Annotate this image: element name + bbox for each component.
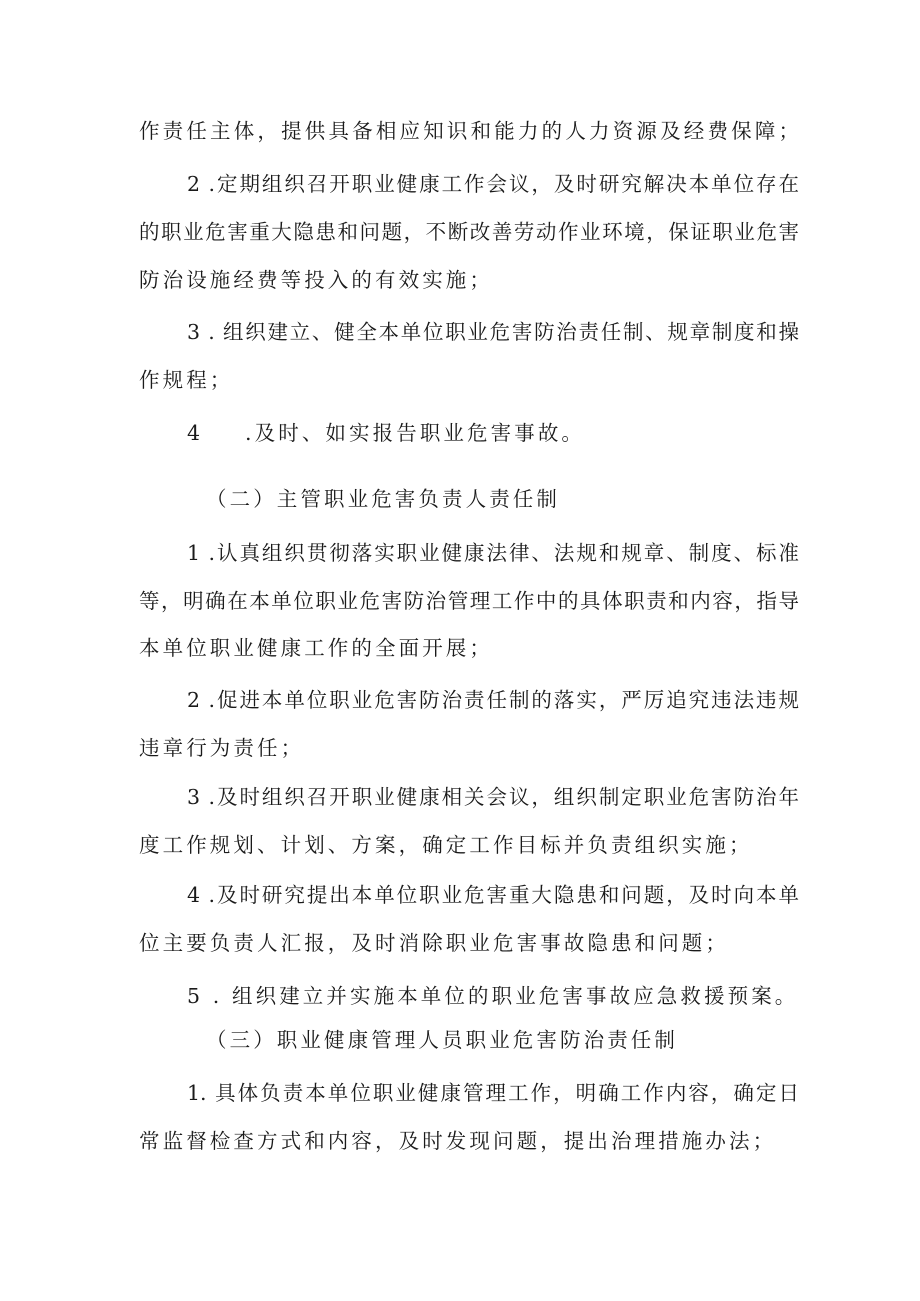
section2-item-4-line-2: 位主要负责人汇报，及时消除职业危害事故隐患和问题； [139,931,729,955]
section-heading-3: （三）职业健康管理人员职业危害防治责任制 [206,1028,678,1052]
list-item-4-text: .及时、如实报告职业危害事故。 [245,421,586,445]
list-item-4-number: 4 [187,421,204,445]
paragraph-line: 作责任主体，提供具备相应知识和能力的人力资源及经费保障； [139,119,799,143]
section2-item-2-line-2: 违章行为责任； [139,736,305,760]
section2-item-2-line-1: 2 .促进本单位职业危害防治责任制的落实，严厉追究违法违规 [187,688,799,712]
list-item-3-line-2: 作规程； [139,368,234,392]
list-item-2-line-2: 的职业危害重大隐患和问题，不断改善劳动作业环境，保证职业危害 [139,220,799,244]
section2-item-3-line-2: 度工作规划、计划、方案，确定工作目标并负责组织实施； [139,833,753,857]
section2-item-3-line-1: 3 .及时组织召开职业健康相关会议，组织制定职业危害防治年 [187,785,799,809]
list-item-3-line-1: 3 . 组织建立、健全本单位职业危害防治责任制、规章制度和操 [187,320,799,344]
list-item-2-line-3: 防治设施经费等投入的有效实施； [139,268,493,292]
section2-item-1-line-2: 等，明确在本单位职业危害防治管理工作中的具体职责和内容，指导 [139,589,799,613]
section2-item-1-line-1: 1 .认真组织贯彻落实职业健康法律、法规和规章、制度、标准 [187,541,799,565]
list-item-2-line-1: 2 .定期组织召开职业健康工作会议，及时研究解决本单位存在 [187,172,799,196]
section3-item-1-line-2: 常监督检查方式和内容，及时发现问题，提出治理措施办法； [139,1129,777,1153]
section3-item-1-line-1: 1. 具体负责本单位职业健康管理工作，明确工作内容，确定日 [187,1081,799,1105]
section2-item-1-line-3: 本单位职业健康工作的全面开展； [139,636,493,660]
section2-item-4-line-1: 4 .及时研究提出本单位职业危害重大隐患和问题，及时向本单 [187,883,799,907]
section2-item-5: 5 . 组织建立并实施本单位的职业危害事故应急救援预案。 [187,984,799,1008]
list-item-4 [187,419,799,447]
section-heading-2: （二）主管职业危害负责人责任制 [206,487,560,511]
